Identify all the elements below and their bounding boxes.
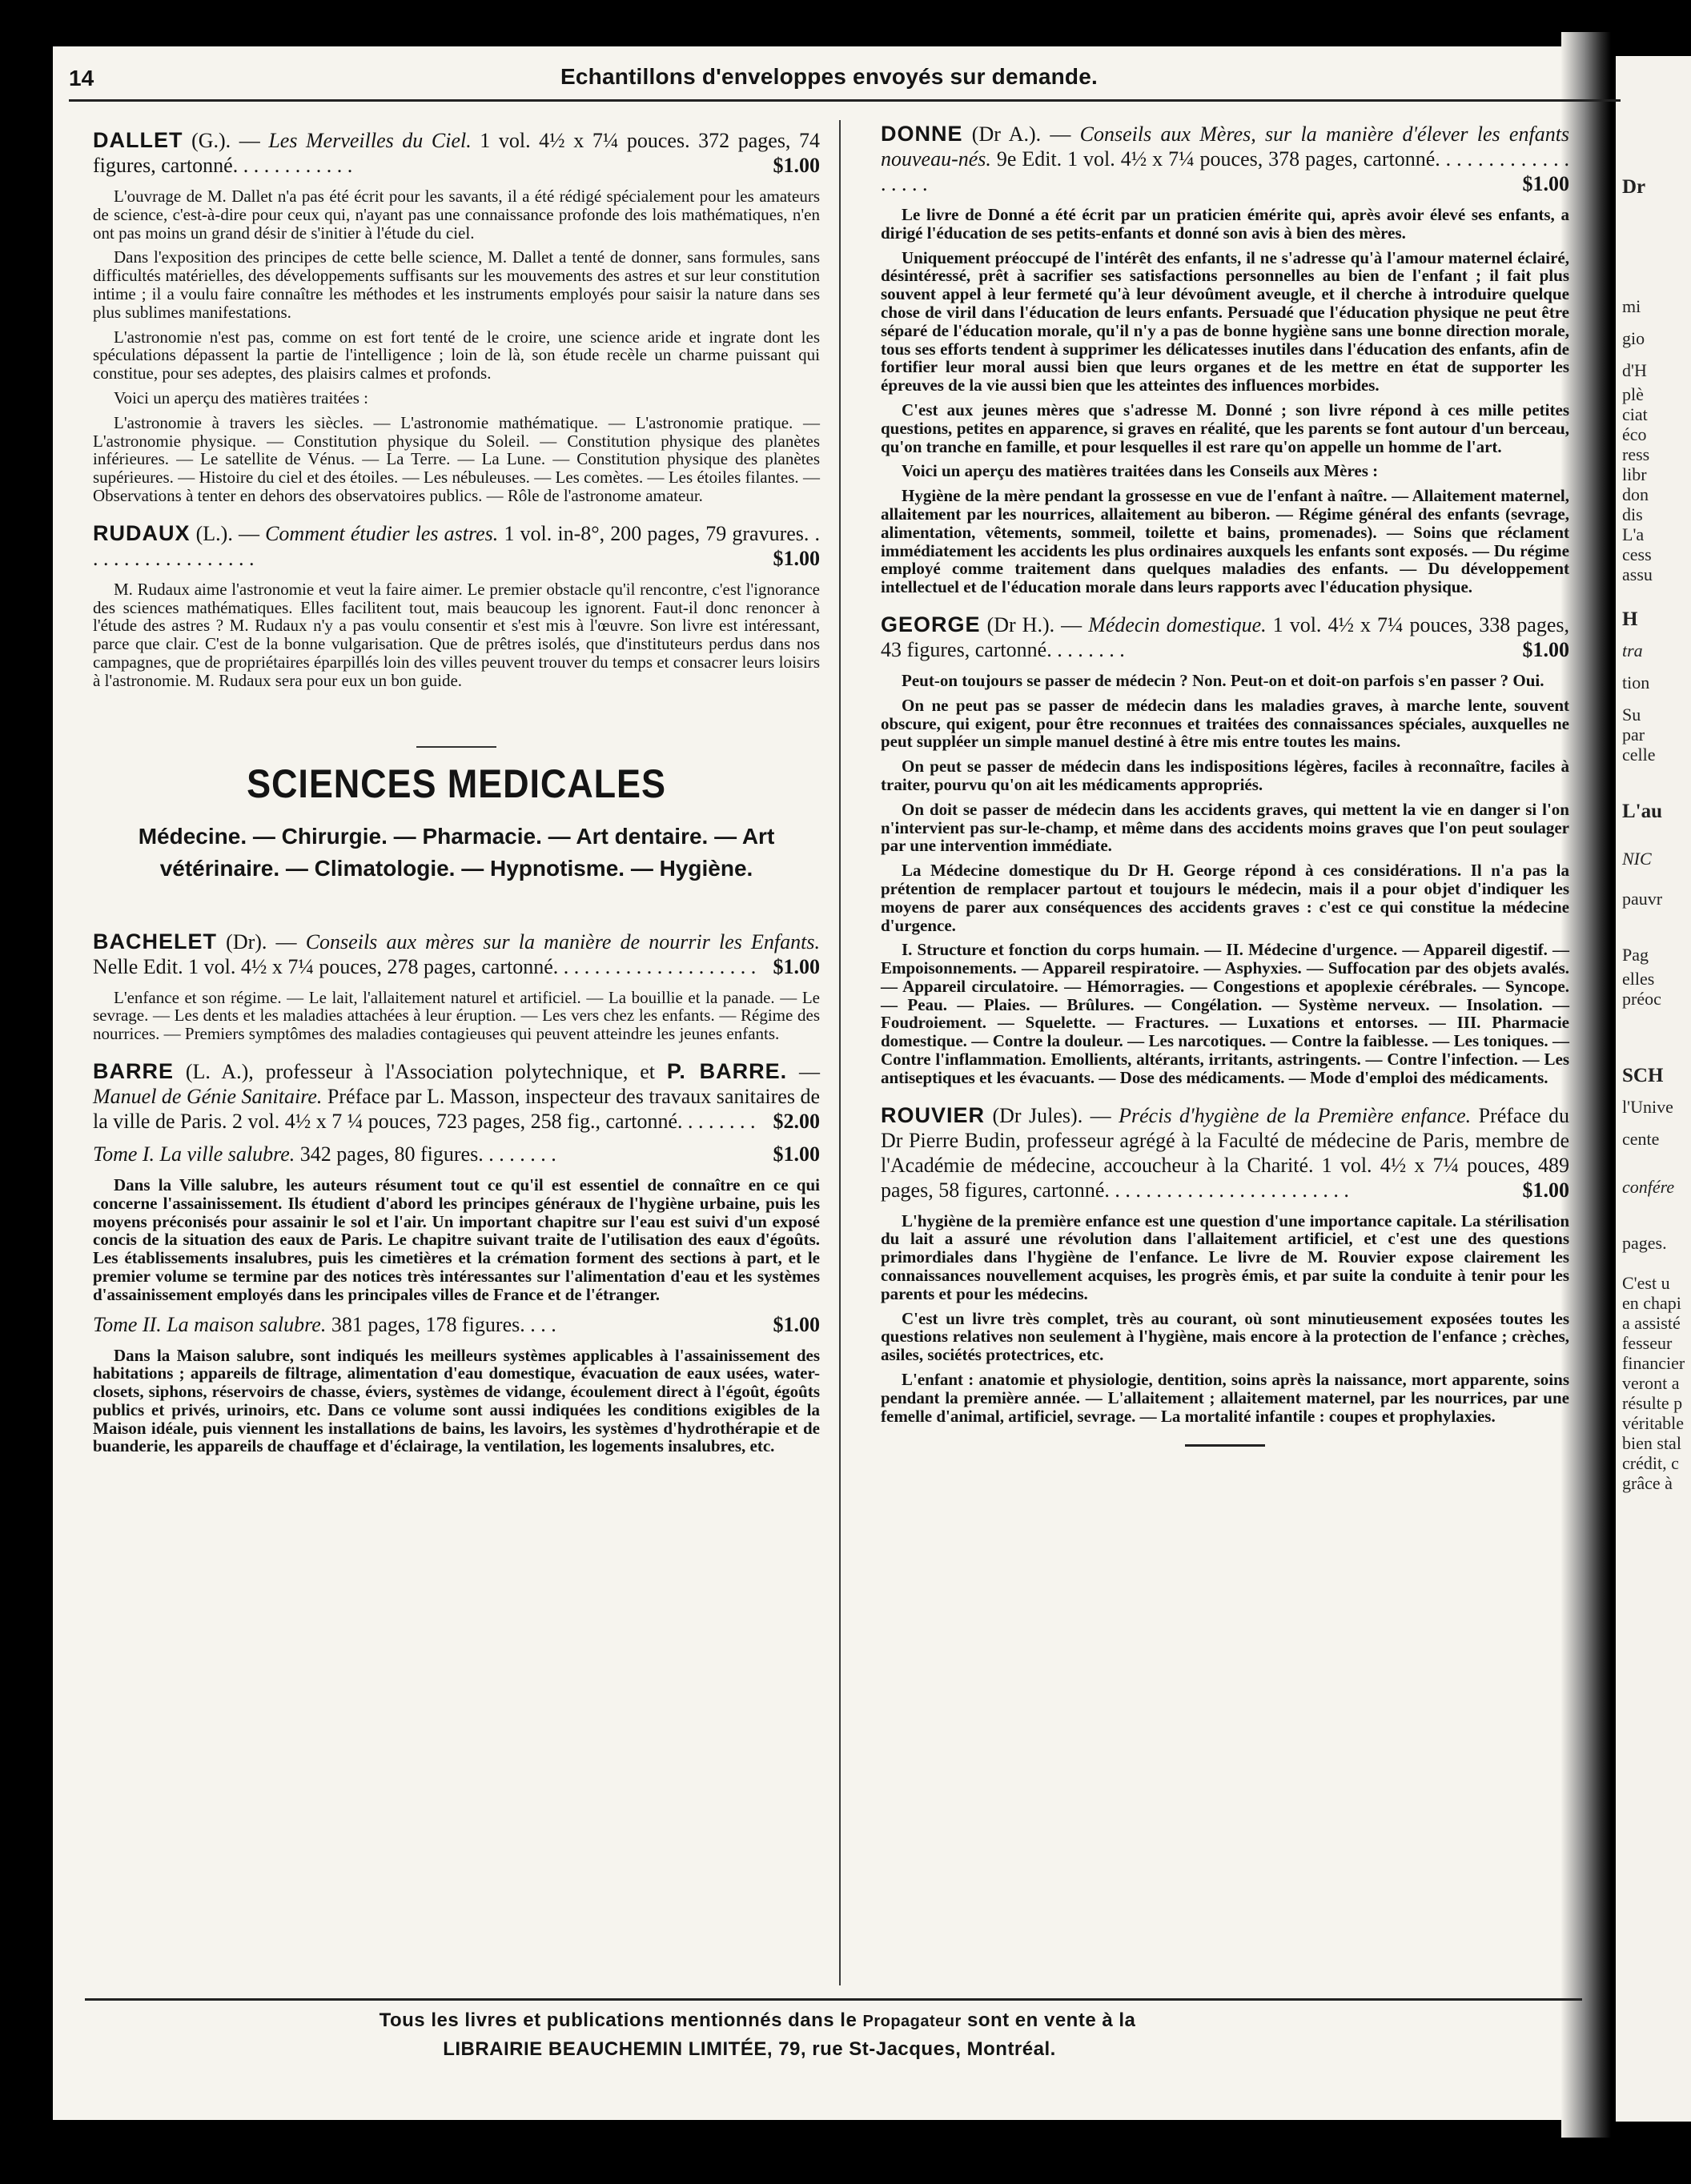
entry-heading [881, 1103, 1569, 1202]
next-page-fragment: tra [1622, 640, 1643, 660]
entry-meta: (L.). — [195, 521, 259, 545]
description-paragraph: Dans l'exposition des principes de cette belle science, M. Dallet a tenté de donner, sans formules, sans difficultés matérielles, des développements suffisants sur les mouvements des astres et sur leur constitution intime ; il a voulu faire connaître les méthodes et les instruments employés pour saisir la nature dans ses plus sublimes manifestations. [93, 247, 820, 322]
entry-author-2: P. BARRE. [666, 1058, 788, 1083]
header-rule [69, 99, 1621, 102]
next-page-fragment: tion [1622, 672, 1650, 693]
section-title: SCIENCES MEDICALES [247, 761, 666, 806]
tome-2-price: $1.00 [773, 1312, 820, 1336]
entry-heading [93, 128, 820, 178]
tome-1-title: Tome I. La ville salubre. [93, 1142, 295, 1166]
tome-1-details: 342 pages, 80 figures. . . . . . . . [299, 1142, 556, 1166]
description-paragraph: Voici un aperçu des matières traitées dans les Conseils aux Mères : [902, 461, 1379, 481]
next-page-fragment: Pag [1622, 945, 1649, 965]
book-entry-dallet [93, 128, 820, 505]
entry-title: Comment étudier les astres. [265, 521, 499, 545]
entry-price: $1.00 [1522, 637, 1569, 661]
next-page-fragment: en chapi [1622, 1293, 1681, 1313]
entry-meta: (Dr A.). — [971, 122, 1071, 146]
next-page-fragment: préoc [1622, 989, 1661, 1009]
entry-price: $1.00 [1522, 1178, 1569, 1202]
entry-meta: (Dr H.). — [986, 612, 1082, 636]
entry-meta: (L. A.), professeur à l'Association polytechnique, et [185, 1059, 655, 1083]
running-title: Echantillons d'enveloppes envoyés sur demande. [560, 64, 1098, 89]
entry-heading [93, 1059, 820, 1134]
description-paragraph: L'enfance et son régime. — Le lait, l'allaitement naturel et artificiel. — La bouillie et la panade. — Le sevrage. — Les dents et les maladies attachées à leur éruption. — Les vers chez les enfants. — Régime des nourrices. — Premiers symptômes des maladies contagieuses qui peuvent atteindre les jeunes enfants. [93, 987, 820, 1044]
description-paragraph: C'est un livre très complet, très au courant, où sont minutieusement exposées toutes les questions relatives non seulement à l'hygiène, mais encore à la protection de l'enfance ; crèches, asiles, sociétés protectrices, etc. [881, 1308, 1569, 1365]
section-subtitle [93, 821, 820, 885]
description-paragraph: L'enfant : anatomie et physiologie, dentition, soins après la naissance, mort apparente, soins pendant la première année. — L'allaitement ; allaitement maternel, par les nourrices, par une femelle d'animal, artificiel, sevrage. — La mortalité infantile : coupes et prophylaxies. [881, 1370, 1569, 1426]
entry-meta: (Dr Jules). — [992, 1103, 1111, 1127]
entry-price: $2.00 [773, 1109, 820, 1133]
tome-2-details: 381 pages, 178 figures. . . . [331, 1312, 556, 1336]
entry-description [881, 1212, 1569, 1426]
entry-details: 1 vol. 4½ x 7¼ pouces, 338 pages, 43 figures, cartonné. . . . . . . . [881, 612, 1569, 661]
right-entries [881, 122, 1569, 1425]
description-paragraph: Peut-on toujours se passer de médecin ? Non. Peut-on et doit-on parfois s'en passer ? Oui. [902, 670, 1544, 690]
section-subtitle-line2: vétérinaire. — Climatologie. — Hypnotisme. — Hygiène. [159, 855, 753, 881]
entry-details: 1 vol. 4½ x 7¼ pouces. 372 pages, 74 figures, cartonné. . . . . . . . . . . . [93, 129, 821, 177]
book-entry-george [881, 612, 1569, 1087]
entry-description [93, 989, 820, 1043]
entry-title: Conseils aux Mères, sur la manière d'élever les enfants nouveau-nés. [881, 122, 1570, 171]
tome-1-line [93, 1142, 820, 1166]
description-paragraph: M. Rudaux aime l'astronomie et veut la faire aimer. Le premier obstacle qu'il rencontre, c'est l'ignorance des sciences mathématiques. Elles facilitent tout, mais beaucoup les ignorent. Faut-il donc renoncer à l'étude des astres ? M. Rudaux n'y a pas voulu consentir et s'est mis à l'œuvre. Son livre est intéressant, parce que clair. C'est de la bonne vulgarisation. Que de prêtres isolés, que d'instituteurs perdus dans nos campagnes, que de propriétaires éparpillés loin des villes peuvent trouver du temps et consacrer leurs loisirs à l'astronomie. M. Rudaux sera pour eux un bon guide. [93, 579, 820, 690]
description-paragraph: On peut se passer de médecin dans les indispositions légères, faciles à reconnaître, faciles à traiter, pourvu qu'on ait les médicaments appropriés. [881, 757, 1569, 794]
entry-heading [93, 929, 820, 979]
description-paragraph: On ne peut pas se passer de médecin dans les maladies graves, à marche lente, souvent obscure, qui exigent, pour être reconnues et traitées des connaissances spéciales, auxquelles ne peut suppléer un simple manuel destiné à être mis entre toutes les mains. [881, 695, 1569, 752]
footer-line-1 [0, 2009, 1603, 2032]
next-page-fragment: résulte p [1622, 1393, 1683, 1413]
next-page-fragment: ciat [1622, 404, 1648, 424]
entry-author: RUDAUX [93, 520, 191, 545]
next-page-fragment: dis [1622, 504, 1643, 524]
footer-text-c: sont en vente à la [966, 2009, 1136, 2031]
entry-author: BARRE [93, 1058, 175, 1083]
next-page-fragment: cente [1622, 1129, 1660, 1149]
entry-price: $1.00 [1522, 172, 1569, 195]
next-page-fragment: véritable [1622, 1413, 1684, 1433]
next-page-fragment: pauvr [1622, 889, 1663, 909]
description-paragraph: L'astronomie n'est pas, comme on est fort tenté de le croire, une science aride et ingrate dont les spéculations dépassent la partie de l'intelligence ; loin de là, son étude recèle un charme puissant qui constitue, pour ses adeptes, des plaisirs calmes et profonds. [93, 327, 820, 383]
next-page-fragment: pages. [1622, 1233, 1667, 1253]
entry-details: 9e Edit. 1 vol. 4½ x 7¼ pouces, 378 pages, cartonné. . . . . . . . . . . . . . . . . . [881, 147, 1570, 195]
next-page-fragment: confére [1622, 1177, 1675, 1197]
next-page-fragment: bien stal [1622, 1433, 1681, 1453]
next-page-fragment: L'a [1622, 524, 1645, 544]
next-page-fragment: L'au [1622, 801, 1663, 822]
description-paragraph: L'astronomie à travers les siècles. — L'astronomie mathématique. — L'astronomie pratique. — L'astronomie physique. — Constitution physique du Soleil. — Constitution physique des planètes inférieures. — Le satellite de Vénus. — La Terre. — La Lune. — Constitution physique des planètes supérieures. — Histoire du ciel et des étoiles. — Les nébuleuses. — Les comètes. — Les étoiles filantes. — Observations à tenter en dehors des observatoires publics. — Rôle de l'astronome amateur. [93, 412, 820, 505]
tome-2-title: Tome II. La maison salubre. [93, 1312, 327, 1336]
next-page-fragment: d'H [1622, 360, 1647, 380]
page-number: 14 [69, 66, 94, 90]
description-paragraph: Le livre de Donné a été écrit par un praticien émérite qui, après avoir élevé ses enfants, a dirigé l'éducation de ses petits-enfants et donné son avis à bien des mères. [881, 205, 1569, 243]
entry-dash: — [787, 1059, 821, 1083]
entry-title: Les Merveilles du Ciel. [268, 129, 472, 152]
book-entry-barre [93, 1059, 820, 1455]
entry-meta: (Dr). — [226, 929, 297, 953]
end-rule [1185, 1444, 1265, 1447]
next-page-fragment: SCH [1622, 1065, 1664, 1086]
left-top-entries [93, 128, 820, 690]
next-page-fragment: plè [1622, 384, 1644, 404]
next-page-fragment: don [1622, 484, 1649, 504]
footer-line-2: LIBRAIRIE BEAUCHEMIN LIMITÉE, 79, rue St-Jacques, Montréal. [443, 2038, 1056, 2060]
entry-heading [881, 122, 1569, 196]
tome-2-text: Dans la Maison salubre, sont indiqués les meilleurs systèmes applicables à l'assainissement des habitations ; appareils de filtrage, alimentation d'eau domestique, évacuation de eaux usées, water-closets, siphons, réservoirs de chasse, éviers, systèmes de vidange, écoulement direct à l'égoût, égoûts publics et privés, urinoirs, etc. Dans ce volume sont aussi indiquées les conditions exigibles de la Maison idéale, puis viennent les installations de bains, les lavoirs, les systèmes d'hydrothérapie et de buanderie, les appareils de chauffage et d'éclairage, la ventilation, les logements insalubres, etc. [93, 1345, 820, 1456]
book-entry-bachelet [93, 929, 820, 1043]
next-page-fragment: Dr [1622, 176, 1646, 198]
next-page-fragment: assu [1622, 564, 1653, 584]
description-paragraph: Uniquement préoccupé de l'intérêt des enfants, il ne s'adresse qu'à l'amour maternel éclairé, désintéressé, prêt à sacrifier ses satisfactions personnelles au bien de l'enfant ; il fait plus souvent appel à leur fermeté qu'à leur dévoûment aveugle, et il cherche à introduire quelque chose de viril dans l'éducation de leurs enfants. Persuadé que l'éducation physique ne peut être séparé de l'éducation morale, qu'il n'y a pas de bonne hygiène sans une bonne direction morale, tous ses efforts tendent à supprimer les délicatesses inutiles dans l'éducation des enfants, afin de fortifier leur moral aussi bien que leurs organes et de les mettre en état de supporter les épreuves de la vie aussi bien que les atteintes des influences morbides. [881, 247, 1569, 395]
entry-price: $1.00 [773, 954, 820, 978]
next-page-fragment: éco [1622, 424, 1647, 444]
description-paragraph: Voici un aperçu des matières traitées : [114, 387, 368, 407]
next-page-fragment: ress [1622, 444, 1650, 464]
entry-author: DALLET [93, 128, 183, 152]
description-paragraph: On doit se passer de médecin dans les accidents graves, qui mettent la vie en danger si l'on n'intervient pas sur-le-champ, et même dans des accidents moins graves que l'on peut soulager par une intervention immédiate. [881, 799, 1569, 856]
description-paragraph: C'est aux jeunes mères que s'adresse M. Donné ; son livre répond à ces mille petites questions, petites en apparence, si graves en réalité, que les parents se font autour d'un berceau, qu'on tranche en famille, et pour lesquelles il est rare qu'on appelle un homme de l'art. [881, 399, 1569, 456]
next-page-fragment: mi [1622, 296, 1641, 316]
next-page-fragment: cess [1622, 544, 1652, 564]
next-page-fragment: grâce à [1622, 1473, 1673, 1493]
left-column [93, 128, 820, 1471]
book-entry-donne [881, 122, 1569, 596]
book-entry-rudaux [93, 521, 820, 690]
next-page-strip [1616, 56, 1691, 2122]
entry-heading [93, 521, 820, 571]
tome-1-text: Dans la Ville salubre, les auteurs résument tout ce qu'il est essentiel de connaître en ce qui concerne l'assainissement. Ils étudient d'abord les principes généraux de l'hygiène urbaine, puis les moyens préconisés pour assainir le sol et l'air. Un important chapitre sur l'eau est suivi d'un exposé concis de la situation des eaux de Paris. Le chapitre suivant traite de l'utilisation des eaux d'égoûts. Les établissements insalubres, puis les cimetières et la crémation forment des sections à part, et le premier volume se termine par des notices très intéressantes sur l'alimentation d'eau et les systèmes d'assainissement employés dans les principales villes de France et de l'étranger. [93, 1174, 820, 1304]
next-page-fragment: gio [1622, 328, 1645, 348]
next-page-fragment: fesseur [1622, 1333, 1673, 1353]
next-page-fragment: libr [1622, 464, 1647, 484]
tome-2-line [93, 1312, 820, 1337]
entry-title: Médecin domestique. [1088, 612, 1267, 636]
left-bottom-entries [93, 929, 820, 1043]
book-entry-rouvier [881, 1103, 1569, 1426]
entry-description [881, 206, 1569, 596]
footer-text-a: Tous les livres et publications mentionnés dans le [379, 2009, 858, 2031]
entry-title: Conseils aux mères sur la manière de nourrir les Enfants. [305, 929, 820, 953]
next-page-fragment: celle [1622, 745, 1656, 765]
entry-author: GEORGE [881, 612, 981, 636]
description-paragraph: L'hygiène de la première enfance est une question d'une importance capitale. La stérilisation du lait a assuré une révolution dans l'allaitement artificiel, et c'est une des questions primordiales dans l'hygiène de l'enfance. Le livre de M. Rouvier expose clairement les connaissances nouvellement acquises, les progrès émis, et par suite la conduite à tenir pour les parents et pour les médecins. [881, 1210, 1569, 1303]
description-paragraph: L'ouvrage de M. Dallet n'a pas été écrit pour les savants, il a été rédigé spécialement pour les amateurs de science, c'est-à-dire pour ceux qui, n'ayant pas une connaissance profonde des lois mathématiques, n'en ont pas moins un grand désir de s'initier à l'étude du ciel. [93, 187, 820, 243]
entry-author: DONNE [881, 122, 963, 146]
footer-propagateur: Propagateur [862, 2013, 962, 2030]
entry-description [881, 672, 1569, 1087]
entry-author: ROUVIER [881, 1102, 986, 1127]
right-column [881, 122, 1569, 1447]
description-paragraph: Hygiène de la mère pendant la grossesse en vue de l'enfant à naître. — Allaitement maternel, allaitement par les nourrices, allaitement au biberon. — Régime général des enfants (sevrage, alimentation, vêtements, sommeil, toilette et bains, promenades). — Soins que réclament immédiatement les accidents les plus ordinaires auxquels les enfants sont exposés. — Du régime employé comme traitement dans quelques maladies des enfants. — Du développement intellectuel et de l'éducation morale dans leurs rapports avec l'éducation physique. [881, 486, 1569, 597]
next-page-fragment: financier [1622, 1353, 1685, 1373]
entry-price: $1.00 [773, 546, 820, 570]
entry-details: Préface par L. Masson, inspecteur des travaux sanitaires de la ville de Paris. 2 vol. 4½ x 7 ¼ pouces, 723 pages, 258 fig., cartonné. . . . . . . . [93, 1084, 821, 1133]
next-page-fragment: a assisté [1622, 1313, 1681, 1333]
tome-1-price: $1.00 [773, 1142, 820, 1166]
description-paragraph: I. Structure et fonction du corps humain. — II. Médecine d'urgence. — Appareil digestif. — Empoisonnements. — Appareil respiratoire. — Asphyxies. — Suffocation par des objets avalés. — Appareil circulatoire. — Hémorragies. — Congestions et apoplexie cérébrales. — Syncope. — Peau. — Plaies. — Brûlures. — Congélation. — Système nerveux. — Insolation. — Foudroiement. — Squelette. — Fractures. — Luxations et entorses. — III. Pharmacie domestique. — Contre la douleur. — Les narcotiques. — Contre la faiblesse. — Les toniques. — Contre l'inflammation. Emollients, altérants, irritants, astringents. — Contre l'infection. — Les antiseptiques et les évacuants. — Dose des médicaments. — Mode d'emploi des médicaments. [881, 940, 1569, 1087]
next-page-fragment: l'Unive [1622, 1097, 1673, 1117]
entry-details: Préface du Dr Pierre Budin, professeur agrégé à la Faculté de médecine de Paris, membre de l'Académie de médecine, accoucheur à la Charité. 1 vol. 4½ x 7¼ pouces, 489 pages, 58 figures, cartonné. . . . . . . . . . . . . . . . . . . . . . . . [881, 1103, 1570, 1202]
next-page-fragment: veront a [1622, 1373, 1680, 1393]
next-page-fragment: elles [1622, 969, 1655, 989]
entry-heading [881, 612, 1569, 662]
column-rule [839, 120, 841, 1985]
tome-2-description [93, 1347, 820, 1456]
entry-description [93, 187, 820, 505]
footer-rule [85, 1998, 1582, 2001]
entry-details: 1 vol. in-8°, 200 pages, 79 gravures. . . . . . . . . . . . . . . . . . [93, 521, 821, 570]
entry-title: Manuel de Génie Sanitaire. [93, 1084, 323, 1108]
entry-meta: (G.). — [191, 129, 260, 152]
next-page-fragment: H [1622, 608, 1638, 630]
entry-author: BACHELET [93, 929, 217, 953]
next-page-fragment: par [1622, 725, 1645, 745]
tome-1-description [93, 1176, 820, 1304]
next-page-fragment: crédit, c [1622, 1453, 1679, 1473]
section-subtitle-line1: Médecine. — Chirurgie. — Pharmacie. — Art dentaire. — Art [138, 823, 775, 849]
entry-details: Nelle Edit. 1 vol. 4½ x 7¼ pouces, 278 pages, cartonné. . . . . . . . . . . . . . . . . . . . [93, 954, 757, 978]
entry-title: Précis d'hygiène de la Première enfance. [1119, 1103, 1472, 1127]
next-page-fragment: C'est u [1622, 1273, 1670, 1293]
entry-price: $1.00 [773, 154, 820, 177]
next-page-fragment: NIC [1622, 849, 1652, 869]
next-page-fragment: Su [1622, 705, 1641, 725]
section-separator [416, 746, 496, 748]
entry-description [93, 580, 820, 690]
description-paragraph: La Médecine domestique du Dr H. George répond à ces considérations. Il n'a pas la prétention de remplacer partout et toujours le médecin, mais il a pour objet d'indiquer les moyens de parer aux conséquences des accidents graves : c'est ce qui constitue la médecine d'urgence. [881, 861, 1569, 935]
